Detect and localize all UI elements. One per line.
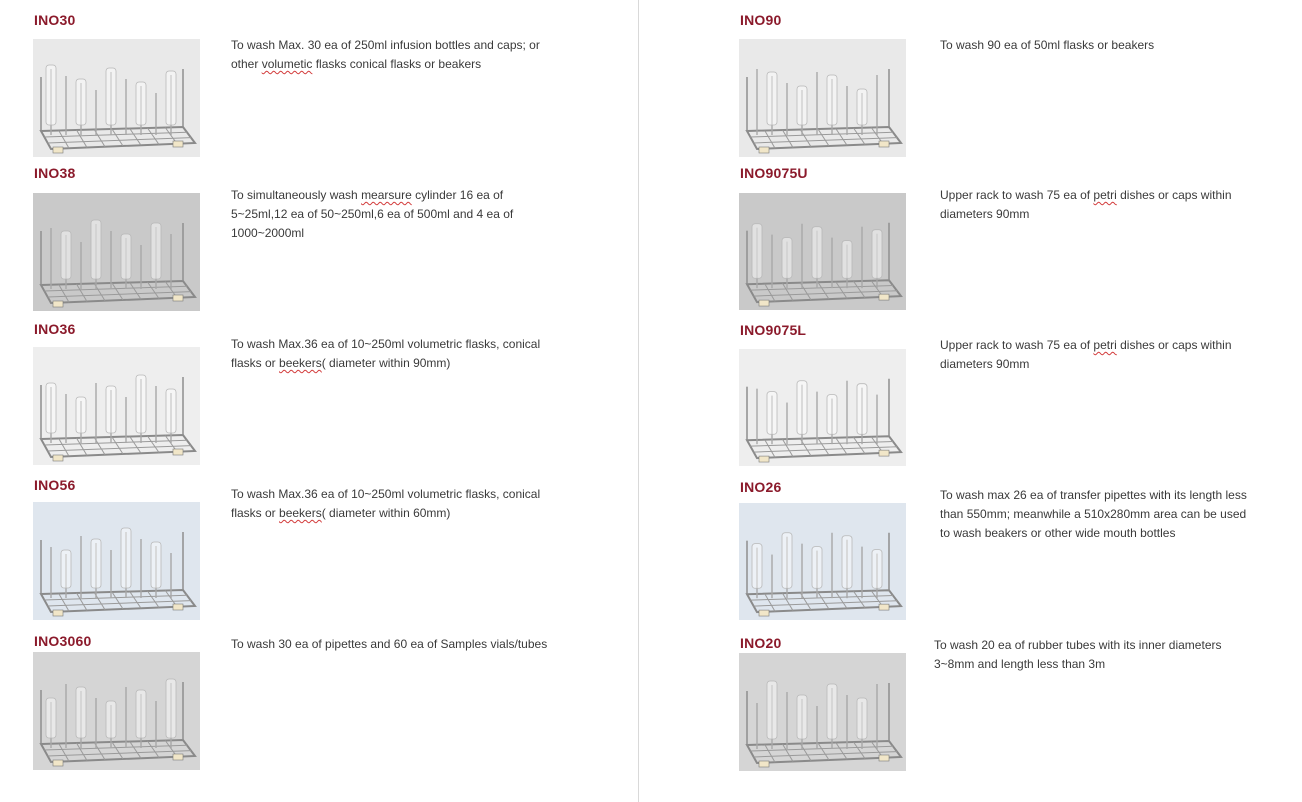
description-line	[231, 205, 631, 224]
description-text: flasks or	[231, 356, 280, 370]
description-text: To wash 90 ea of 50ml flasks or beakers	[940, 38, 1155, 52]
description-text: dishes or caps within	[1116, 188, 1232, 202]
description-line	[231, 55, 631, 74]
model-label-ino9075u: INO9075U	[740, 165, 808, 181]
model-label-ino38: INO38	[34, 165, 76, 181]
product-image-ino26	[739, 503, 906, 620]
product-image-ino36	[33, 347, 200, 465]
description-text: Upper rack to wash 75 ea of	[940, 338, 1094, 352]
description-text: 1000~2000ml	[231, 226, 305, 240]
misspelled-word: beekers	[279, 506, 322, 520]
description-line	[231, 224, 631, 243]
product-image-ino90	[739, 39, 906, 157]
description-text: To wash Max. 30 ea of 250ml infusion bottles and caps; or	[231, 38, 540, 52]
description-text: to wash beakers or other wide mouth bottles	[940, 526, 1176, 540]
description-text: flasks or	[231, 506, 280, 520]
product-description-ino20	[934, 636, 1274, 674]
product-description-ino90	[940, 36, 1280, 55]
description-text: To wash max 26 ea of transfer pipettes with its length less	[940, 488, 1247, 502]
description-line	[940, 505, 1280, 524]
model-label-ino56: INO56	[34, 477, 76, 493]
product-image-ino3060	[33, 652, 200, 770]
product-description-ino38	[231, 186, 631, 243]
description-line	[940, 336, 1280, 355]
description-line	[231, 485, 631, 504]
model-label-ino30: INO30	[34, 12, 76, 28]
misspelled-word: petri	[1093, 338, 1117, 352]
model-label-ino26: INO26	[740, 479, 782, 495]
description-text: To wash Max.36 ea of 10~250ml volumetric flasks, conical	[231, 487, 541, 501]
description-line	[940, 186, 1280, 205]
product-description-ino56	[231, 485, 631, 523]
description-text: 3~8mm and length less than 3m	[934, 657, 1106, 671]
product-description-ino36	[231, 335, 631, 373]
model-label-ino9075l: INO9075L	[740, 322, 807, 338]
description-line	[231, 354, 631, 373]
description-text: Upper rack to wash 75 ea of	[940, 188, 1094, 202]
misspelled-word: mearsure	[361, 188, 412, 202]
misspelled-word: volumetic	[261, 57, 313, 71]
product-image-ino30	[33, 39, 200, 157]
misspelled-word: petri	[1093, 188, 1117, 202]
description-text: flasks conical flasks or beakers	[312, 57, 482, 71]
description-text: diameters 90mm	[940, 357, 1030, 371]
product-image-ino9075l	[739, 349, 906, 466]
product-image-ino9075u	[739, 193, 906, 310]
model-label-ino3060: INO3060	[34, 633, 92, 649]
description-line	[231, 36, 631, 55]
description-line	[940, 36, 1280, 55]
description-text: To wash 20 ea of rubber tubes with its inner diameters	[934, 638, 1222, 652]
description-line	[231, 186, 631, 205]
description-line	[940, 355, 1280, 374]
description-text: ( diameter within 90mm)	[321, 356, 451, 370]
description-text: cylinder 16 ea of	[411, 188, 504, 202]
product-image-ino38	[33, 193, 200, 311]
description-text: than 550mm; meanwhile a 510x280mm area can be used	[940, 507, 1247, 521]
description-text: To simultaneously wash	[231, 188, 362, 202]
description-text: 5~25ml,12 ea of 50~250ml,6 ea of 500ml and 4 ea of	[231, 207, 514, 221]
description-line	[231, 635, 631, 654]
model-label-ino20: INO20	[740, 635, 782, 651]
description-line	[231, 504, 631, 523]
description-line	[940, 486, 1280, 505]
misspelled-word: beekers	[279, 356, 322, 370]
description-line	[940, 205, 1280, 224]
product-description-ino9075l	[940, 336, 1280, 374]
description-text: To wash Max.36 ea of 10~250ml volumetric flasks, conical	[231, 337, 541, 351]
product-image-ino20	[739, 653, 906, 771]
description-line	[940, 524, 1280, 543]
product-description-ino30	[231, 36, 631, 74]
model-label-ino36: INO36	[34, 321, 76, 337]
product-image-ino56	[33, 502, 200, 620]
description-text: diameters 90mm	[940, 207, 1030, 221]
product-description-ino9075u	[940, 186, 1280, 224]
description-text: To wash 30 ea of pipettes and 60 ea of Samples vials/tubes	[231, 637, 548, 651]
product-description-ino3060	[231, 635, 631, 654]
description-line	[934, 655, 1274, 674]
description-line	[231, 335, 631, 354]
model-label-ino90: INO90	[740, 12, 782, 28]
product-description-ino26	[940, 486, 1280, 543]
description-text: ( diameter within 60mm)	[321, 506, 451, 520]
page-divider	[638, 0, 639, 802]
description-text: other	[231, 57, 262, 71]
description-text: dishes or caps within	[1116, 338, 1232, 352]
description-line	[934, 636, 1274, 655]
